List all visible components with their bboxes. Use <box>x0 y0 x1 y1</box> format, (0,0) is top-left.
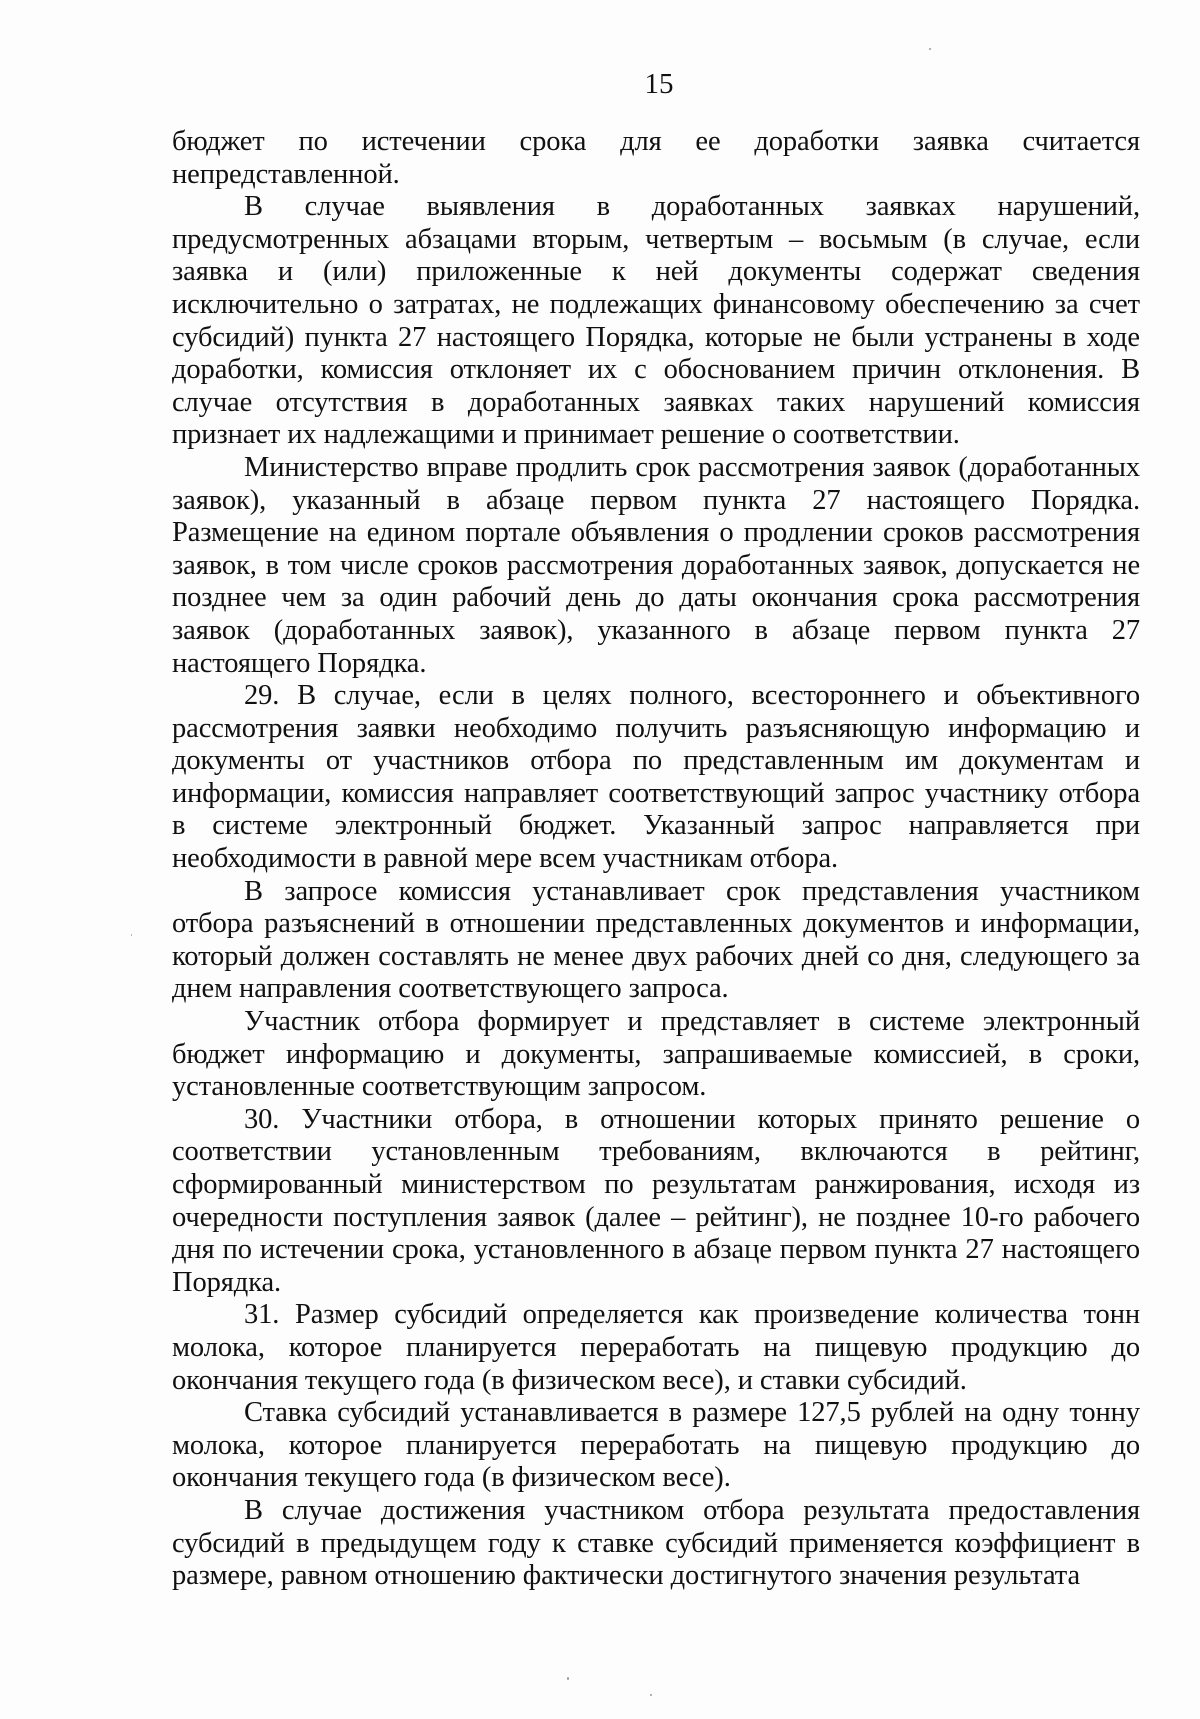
scan-speck <box>567 1677 569 1680</box>
document-body <box>172 126 1140 1593</box>
scan-speck <box>650 1694 652 1696</box>
paragraph-request-deadline: В запросе комиссия устанавливает срок представления участником отбора разъяснений в отношении представленных документов и информации, который должен составлять не менее двух рабочих дней со дня, следующего за днем направления соответствующего запроса. <box>172 875 1140 1005</box>
paragraph-extension: Министерство вправе продлить срок рассмотрения заявок (доработанных заявок), указанный в абзаце первом пункта 27 настоящего Порядка. Размещение на едином портале объявления о продлении сроков рассмотрения заявок, в том числе сроков рассмотрения доработанных заявок, допускается не позднее чем за один рабочий день до даты окончания срока рассмотрения заявок (доработанных заявок), указанного в абзаце первом пункта 27 настоящего Порядка. <box>172 451 1140 679</box>
paragraph-continuation: бюджет по истечении срока для ее доработки заявка считается непредставленной. <box>172 126 1140 190</box>
paragraph-item-29: 29. В случае, если в целях полного, всестороннего и объективного рассмотрения заявки необходимо получить разъясняющую информацию и документы от участников отбора по представленным им документам и информации, комиссия направляет соответствующий запрос участнику отбора в системе электронный бюджет. Указанный запрос направляется при необходимости в равной мере всем участникам отбора. <box>172 680 1140 875</box>
paragraph-item-30: 30. Участники отбора, в отношении которых принято решение о соответствии установленным требованиям, включаются в рейтинг, сформированный министерством по результатам ранжирования, исходя из очередности поступления заявок (далее – рейтинг), не позднее 10-го рабочего дня по истечении срока, установленного в абзаце первом пункта 27 настоящего Порядка. <box>172 1103 1140 1298</box>
paragraph-participant-response: Участник отбора формирует и представляет в системе электронный бюджет информацию и документы, запрашиваемые комиссией, в сроки, установленные соответствующим запросом. <box>172 1006 1140 1103</box>
scan-speck <box>131 934 132 936</box>
paragraph-coefficient: В случае достижения участником отбора результата предоставления субсидий в предыдущем году к ставке субсидий применяется коэффициент в размере, равном отношению фактически достигнутого значения результата <box>172 1494 1140 1592</box>
page-number: 15 <box>644 68 674 100</box>
paragraph-item-31: 31. Размер субсидий определяется как произведение количества тонн молока, которое планируется переработать на пищевую продукцию до окончания текущего года (в физическом весе), и ставки субсидий. <box>172 1299 1140 1396</box>
scan-speck <box>929 48 931 50</box>
paragraph-violations: В случае выявления в доработанных заявках нарушений, предусмотренных абзацами вторым, четвертым – восьмым (в случае, если заявка и (или) приложенные к ней документы содержат сведения исключительно о затратах, не подлежащих финансовому обеспечению за счет субсидий) пункта 27 настоящего Порядка, которые не были устранены в ходе доработки, комиссия отклоняет их с обоснованием причин отклонения. В случае отсутствия в доработанных заявках таких нарушений комиссия признает их надлежащими и принимает решение о соответствии. <box>172 191 1140 451</box>
paragraph-subsidy-rate: Ставка субсидий устанавливается в размере 127,5 рублей на одну тонну молока, которое планируется переработать на пищевую продукцию до окончания текущего года (в физическом весе). <box>172 1397 1140 1494</box>
